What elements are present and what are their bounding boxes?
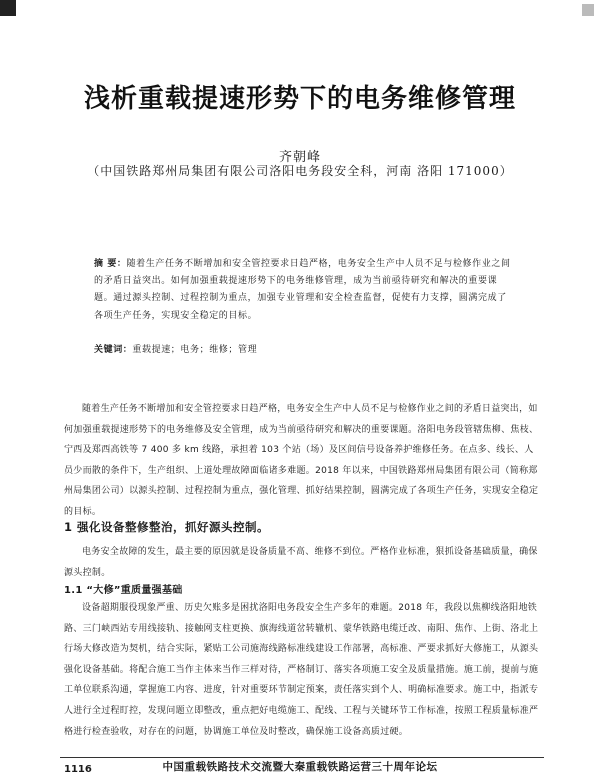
footer-conference-title: 中国重载铁路技术交流暨大秦重载铁路运营三十周年论坛 [162, 761, 438, 773]
abstract-label: 摘 要： [94, 259, 127, 269]
author-affiliation: （中国铁路郑州局集团有限公司洛阳电务段安全科，河南 洛阳 171000） [87, 164, 513, 178]
scan-corner-mark [0, 0, 16, 16]
paper-title: 浅析重载提速形势下的电务维修管理 [83, 84, 516, 114]
body-paragraph-intro: 随着生产任务不断增加和安全管控要求日趋严格，电务安全生产中人员不足与检修作业之间的矛盾日益突出，如何加强重载提速形势下的电务维修及安全管理，成为当前亟待研究和解决的重要课题。洛阳电务段管辖焦柳、焦枝、宁西及郑西高铁等 7 400 多 km 线路，承担着 103 个站（场）及区间信号设备养护维修任务。在点多、线长、人员少而散的条件下，生产组织、上道处理故障面临诸多难题。2018 年以来，中国铁路郑州局集团有限公司（简称郑州局集团公司）以源头控制、过程控制为重点，强化管理、抓好结果控制，圆满完成了各项生产任务，实现安全稳定的目标。 [64, 404, 539, 517]
body-paragraph-subsection1: 设备超期服役现象严重、历史欠账多是困扰洛阳电务段安全生产多年的难题。2018 年，我段以焦柳线洛阳地铁路、三门峡西站专用线接轨、接触网支柱更换、旗海线道岔转辙机、蒙华铁路电缆迁改、南阳、焦作、上街、洛北上行场大修改造为契机，结合实际，紧贴工公司施海线路标准线建设工作部署，高标准、严要求抓好大修施工，从源头强化设备基础。将配合施工当作主体来当作三样对待，严格制订、落实各项施工安全及质量措施。施工前，提前与施工单位联系沟通，掌握施工内容、进度，针对重要环节制定预案，责任落实到个人、明确标准要求。施工中，指派专人进行全过程盯控，发现问题立即整改，重点把好电缆施工、配线、工程与关键环节工作标准，按照工程质量标准严格进行检查验收，对存在的问题，协调施工单位及时整改，确保施工设备高质过硬。 [64, 603, 539, 737]
footer-divider [60, 757, 544, 758]
abstract [94, 256, 514, 325]
section-heading-1: 1 强化设备整修整治，抓好源头控制。 [64, 520, 270, 534]
keywords-text: 重载提速；电务；维修；管理 [132, 345, 258, 355]
body-paragraph-section1: 电务安全故障的发生，最主要的原因就是设备质量不高、维修不到位。严格作业标准，狠抓设备基础质量，确保源头控制。 [64, 547, 538, 578]
keywords [94, 342, 514, 355]
scan-corner-mark-right [582, 4, 594, 16]
subsection-heading-1-1: 1.1 “大修”重质量强基础 [64, 585, 183, 596]
author-name: 齐朝峰 [278, 150, 321, 165]
keywords-label: 关键词： [94, 345, 133, 355]
page-number: 1116 [64, 764, 92, 775]
abstract-text: 随着生产任务不断增加和安全管控要求日趋严格，电务安全生产中人员不足与检修作业之间的矛盾日益突出。如何加强重载提速形势下的电务维修管理，成为当前亟待研究和解决的重要课题。通过源头控制、过程控制为重点，加强专业管理和安全检查监督，促使有力支撑，圆满完成了各项生产任务，实现安全稳定的目标。 [94, 259, 511, 321]
